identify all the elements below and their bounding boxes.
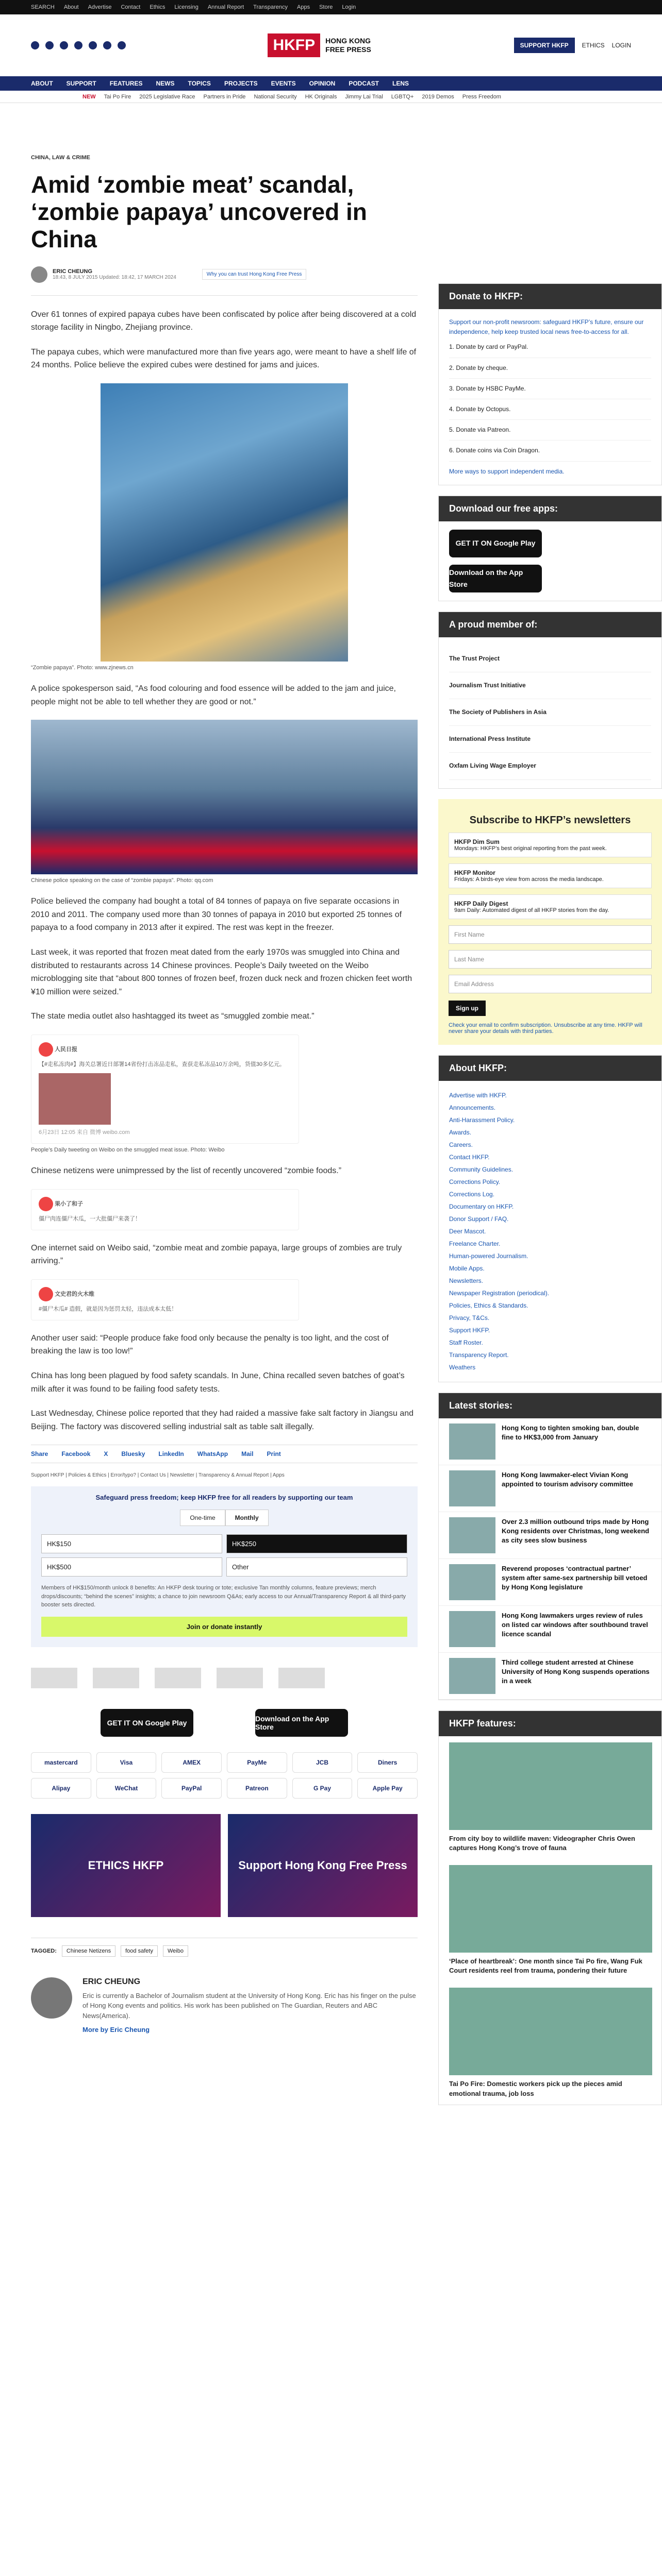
paragraph: Chinese netizens were unimpressed by the list of recently uncovered “zombie foods.” [31, 1166, 342, 1175]
instagram-icon[interactable] [60, 41, 68, 49]
trending-link[interactable]: Jimmy Lai Trial [345, 93, 383, 100]
weibo-thumbnail [39, 1073, 111, 1125]
author-box [31, 1977, 418, 2035]
share-link[interactable]: Print [267, 1450, 281, 1458]
top-utility-bar [0, 0, 662, 14]
newsletter-title: Subscribe to HKFP’s newsletters [469, 814, 631, 826]
story-title[interactable]: Third college student arrested at Chinese University of Hong Kong suspends operations in a week [502, 1658, 650, 1685]
tags [31, 1938, 418, 1957]
support-links[interactable]: Support HKFP | Policies & Ethics | Error/typo? | Contact Us | Newsletter | Transparency & Annual Report | Apps [31, 1472, 285, 1479]
payment-logo: JCB [292, 1752, 353, 1773]
about-link[interactable]: Transparency Report. [449, 1351, 509, 1359]
topbar-link[interactable]: Contact [121, 4, 141, 10]
donate-option[interactable]: 2. Donate by cheque. [449, 358, 651, 379]
weibo-avatar [39, 1197, 53, 1211]
trending-link[interactable]: 2019 Demos [422, 93, 454, 100]
topbar-link[interactable]: SEARCH [31, 4, 55, 10]
donate-box [438, 283, 662, 485]
donate-option[interactable]: 1. Donate by card or PayPal. [449, 337, 651, 358]
payment-logo: Patreon [227, 1778, 287, 1799]
donate-option[interactable]: 4. Donate by Octopus. [449, 399, 651, 420]
site-header [0, 14, 662, 76]
author-avatar[interactable] [31, 266, 47, 283]
donate-intro[interactable]: Support our non-profit newsroom: safeguard HKFP’s future, ensure our independence, help keep trusted local news free-to-access for all. [449, 318, 644, 336]
about-link[interactable]: Newspaper Registration (periodical). [449, 1289, 550, 1297]
about-link[interactable]: Corrections Log. [449, 1190, 495, 1198]
signup-button[interactable]: Sign up [449, 1001, 486, 1016]
weibo-user: 果小了和子 [55, 1200, 84, 1207]
about-link[interactable]: Weathers [449, 1363, 476, 1371]
telegram-icon[interactable] [103, 41, 111, 49]
new-badge: NEW [82, 93, 96, 100]
member-logo[interactable]: Oxfam Living Wage Employer [449, 753, 651, 779]
payment-logo: mastercard [31, 1752, 91, 1773]
newsletter-option[interactable] [449, 833, 652, 857]
image-caption: People’s Daily tweeting on Weibo on the smuggled meat issue. Photo: Weibo [31, 1146, 225, 1153]
google-play-button[interactable]: GET IT ON Google Play [449, 530, 542, 557]
linkedin-icon[interactable] [89, 41, 97, 49]
paragraph: Another user said: “People produce fake food only because the penalty is too light, and the cost of breaking the law is too low!” [31, 1333, 389, 1356]
about-link[interactable]: Anti-Harassment Policy. [449, 1116, 515, 1124]
payment-logo: Visa [96, 1752, 157, 1773]
story-item[interactable] [439, 1559, 661, 1606]
story-item[interactable] [439, 1465, 661, 1512]
member-logo[interactable]: The Trust Project [449, 646, 651, 672]
feature-item[interactable] [439, 1981, 661, 2104]
feature-title[interactable]: Tai Po Fire: Domestic workers pick up the pieces amid emotional trauma, job loss [449, 2080, 622, 2097]
login-link[interactable]: LOGIN [611, 42, 631, 49]
paragraph: Last week, it was reported that frozen meat dated from the early 1970s was smuggled into China and distributed to restaurants across 14 Chinese provinces. People’s Daily tweeted on the Weibo microblogging site that “about 800 tonnes of frozen beef, frozen duck neck and frozen chicken feet worth ¥10 million were seized.” [31, 948, 412, 996]
trending-link[interactable]: National Security [254, 93, 297, 100]
weibo-avatar [39, 1042, 53, 1057]
about-link[interactable]: Community Guidelines. [449, 1165, 514, 1173]
topbar-link[interactable]: Apps [297, 4, 310, 10]
about-link[interactable]: Corrections Policy. [449, 1178, 501, 1185]
feature-image[interactable] [449, 1742, 652, 1830]
topbar-link[interactable]: Login [342, 4, 356, 10]
share-link[interactable]: WhatsApp [197, 1450, 228, 1458]
share-bar [31, 1445, 418, 1463]
nav-item[interactable]: TOPICS [188, 80, 211, 87]
article-category[interactable]: CHINA, LAW & CRIME [31, 155, 90, 161]
weibo-embed[interactable] [31, 1035, 299, 1144]
logo-mark: HKFP [268, 33, 320, 57]
payment-logo: PayMe [227, 1752, 287, 1773]
paragraph: China has long been plagued by food safety scandals. In June, China recalled seven batches of goat’s milk after it was found to be failing food safety tests. [31, 1371, 405, 1394]
paragraph: The papaya cubes, which were manufactured more than five years ago, were meant to have a shelf life of 24 months. Police believe the expired cubes were destined for jams and juices. [31, 347, 417, 370]
story-thumbnail[interactable] [449, 1517, 495, 1553]
app-store-button[interactable]: Download on the App Store [255, 1709, 348, 1737]
about-link[interactable]: Freelance Charter. [449, 1240, 501, 1247]
feature-title[interactable]: From city boy to wildlife maven: Videographer Chris Owen captures Hong Kong’s trove of fauna [449, 1834, 635, 1852]
about-link[interactable]: Support HKFP. [449, 1326, 490, 1334]
nav-item[interactable]: SUPPORT [66, 80, 96, 87]
story-item[interactable] [439, 1606, 661, 1653]
newsletter-option[interactable] [449, 894, 652, 919]
paragraph: Police believed the company had bought a total of 84 tonnes of papaya on five separate occasions in 2010 and 2011. The company used more than 30 tonnes of papaya in 2010 but exported 25 tonnes of papaya to a food company in 2013 after it expired. The rest was kept in the freezer. [31, 897, 402, 933]
donate-widget [31, 1486, 418, 1647]
payment-logo: Diners [357, 1752, 418, 1773]
author-more-link[interactable]: More by Eric Cheung [82, 2026, 150, 2034]
about-link[interactable]: Awards. [449, 1128, 472, 1136]
x-icon[interactable] [45, 41, 54, 49]
about-link[interactable]: Contact HKFP. [449, 1153, 490, 1161]
story-title[interactable]: Hong Kong lawmakers urges review of rules on listed car windows after southbound travel licence scandal [502, 1611, 648, 1638]
newsletter-name: HKFP Dim Sum [454, 838, 500, 845]
weibo-text: #僵尸木瓜# 造假，就是因为惩罚太轻，违法成本太低！ [39, 1306, 177, 1312]
member-benefits: Members of HK$150/month unlock 8 benefits: An HKFP desk touring or tote; exclusive Tan monthly columns, feature previews; merch drops/discounts; “behind the scenes” insights; a chance to join newsroom Q&As; early access to our Annual/Transparency Report & all third-party booster sets directed. [41, 1585, 406, 1608]
weibo-embed[interactable] [31, 1279, 299, 1320]
newsletter-name: HKFP Daily Digest [454, 900, 508, 907]
about-link[interactable]: Privacy, T&Cs. [449, 1314, 490, 1321]
story-title[interactable]: Reverend proposes ‘contractual partner’ system after same-sex partnership bill vetoed by Hong Kong legislature [502, 1564, 648, 1591]
jti-logo[interactable] [93, 1668, 139, 1688]
email-input[interactable]: Email Address [449, 975, 652, 993]
share-link[interactable]: X [104, 1450, 108, 1458]
feature-title[interactable]: ‘Place of heartbreak’: One month since Tai Po fire, Wang Fuk Court residents reel from trauma, pondering their future [449, 1957, 642, 1975]
article-dates: 18:43, 8 JULY 2015 Updated: 18:42, 17 MARCH 2024 [53, 275, 176, 281]
tab-one-time[interactable]: One-time [180, 1510, 225, 1526]
paragraph: A police spokesperson said, “As food colouring and food essence will be added to the jam and juice, people might not be able to tell whether they are good or not.” [31, 684, 396, 706]
story-thumbnail[interactable] [449, 1564, 495, 1600]
nav-item[interactable]: EVENTS [271, 80, 296, 87]
newsletter-desc: Mondays: HKFP’s best original reporting from the past week. [454, 845, 607, 852]
join-button[interactable]: Join or donate instantly [41, 1617, 407, 1637]
trust-link[interactable]: Why you can trust Hong Kong Free Press [202, 269, 307, 280]
sidebar [438, 103, 662, 2105]
newsletter-box [438, 799, 662, 1045]
about-link[interactable]: Mobile Apps. [449, 1264, 485, 1272]
amount-option[interactable]: HK$150 [41, 1534, 222, 1553]
author-photo[interactable] [31, 1977, 72, 2019]
member-box [438, 612, 662, 789]
trending-link[interactable]: Partners in Pride [203, 93, 246, 100]
story-title[interactable]: Hong Kong lawmaker-elect Vivian Kong appointed to tourism advisory committee [502, 1470, 633, 1488]
topbar-link[interactable]: Ethics [150, 4, 166, 10]
paragraph: Last Wednesday, Chinese police reported that they had raided a massive fake salt factory in Jiangsu and Beijing. The factory was discovered selling industrial salt as table salt illegally. [31, 1409, 414, 1431]
story-item[interactable] [439, 1653, 661, 1700]
facebook-icon[interactable] [31, 41, 39, 49]
trending-link[interactable]: HK Originals [305, 93, 337, 100]
tab-monthly[interactable]: Monthly [225, 1510, 269, 1526]
about-link[interactable]: Advertise with HKFP. [449, 1091, 507, 1099]
weibo-text: 僵尸肉连僵尸木瓜，一大批僵尸来袭了！ [39, 1215, 141, 1222]
main-nav [0, 76, 662, 91]
about-link[interactable]: Careers. [449, 1141, 473, 1148]
image-caption: Chinese police speaking on the case of “zombie papaya”. Photo: qq.com [31, 877, 213, 884]
payment-logo: AMEX [161, 1752, 222, 1773]
about-box [438, 1055, 662, 1382]
topbar-link[interactable]: Store [319, 4, 333, 10]
about-link[interactable]: Donor Support / FAQ. [449, 1215, 509, 1223]
apps-title: Download our free apps: [439, 496, 661, 521]
latest-box [438, 1393, 662, 1700]
ipi-logo[interactable] [217, 1668, 263, 1688]
weibo-embed[interactable] [31, 1189, 299, 1230]
oxfam-logo[interactable] [278, 1668, 325, 1688]
about-link[interactable]: Staff Roster. [449, 1338, 483, 1346]
weibo-meta: 6月23日 12:05 来自 微博 weibo.com [39, 1129, 130, 1136]
tag[interactable]: food safety [121, 1945, 158, 1957]
support-hkfp-button[interactable]: SUPPORT HKFP [514, 38, 575, 53]
amount-option[interactable]: Other [226, 1557, 407, 1577]
donate-option[interactable]: 3. Donate by HSBC PayMe. [449, 379, 651, 399]
payment-logo: WeChat [96, 1778, 157, 1799]
donate-more-link[interactable]: More ways to support independent media. [449, 467, 565, 475]
app-store-button[interactable]: Download on the App Store [449, 565, 542, 592]
nav-item[interactable]: FEATURES [109, 80, 143, 87]
topbar-link[interactable]: About [63, 4, 79, 10]
story-title[interactable]: Hong Kong to tighten smoking ban, double fine to HK$3,000 from January [502, 1423, 639, 1441]
last-name-input[interactable]: Last Name [449, 950, 652, 969]
paragraph: Over 61 tonnes of expired papaya cubes have been confiscated by police after being discovered at a cold storage facility in Ningbo, Zhejiang province. [31, 310, 417, 332]
trending-nav [0, 91, 662, 103]
donate-option[interactable]: 5. Donate via Patreon. [449, 420, 651, 440]
payment-logo: Alipay [31, 1778, 91, 1799]
story-item[interactable] [439, 1512, 661, 1559]
partner-logos [31, 1668, 418, 1688]
author-name[interactable]: ERIC CHEUNG [53, 268, 93, 275]
about-title: About HKFP: [439, 1056, 661, 1081]
weibo-user: 文史君的火木维 [55, 1291, 95, 1297]
newsletter-option[interactable] [449, 863, 652, 888]
nav-item[interactable]: PROJECTS [224, 80, 258, 87]
article-column [31, 103, 418, 2105]
newsletter-desc: 9am Daily: Automated digest of all HKFP stories from the day. [454, 907, 609, 913]
divider [31, 295, 418, 296]
feature-item[interactable] [439, 1859, 661, 1981]
support-banner[interactable]: Support Hong Kong Free Press [228, 1814, 418, 1917]
author-box-name[interactable]: ERIC CHEUNG [82, 1977, 141, 1986]
nav-item[interactable]: PODCAST [349, 80, 379, 87]
app-store-row [31, 1709, 418, 1737]
donate-option[interactable]: 6. Donate coins via Coin Dragon. [449, 440, 651, 461]
weibo-user: 人民日报 [55, 1046, 78, 1053]
byline [31, 266, 418, 283]
site-logo[interactable] [268, 33, 372, 57]
image-caption: “Zombie papaya”. Photo: www.zjnews.cn [31, 665, 134, 671]
story-thumbnail[interactable] [449, 1611, 495, 1647]
promo-banners [31, 1814, 418, 1917]
first-name-input[interactable]: First Name [449, 925, 652, 944]
share-link[interactable]: Mail [241, 1450, 254, 1458]
apps-box [438, 496, 662, 601]
trending-link[interactable]: Tai Po Fire [104, 93, 131, 100]
newsletter-note: Check your email to confirm subscription. Unsubscribe at any time. HKFP will never share your details with third parties. [449, 1022, 642, 1035]
member-logo[interactable]: The Society of Publishers in Asia [449, 699, 651, 726]
features-title: HKFP features: [439, 1711, 661, 1736]
youtube-icon[interactable] [74, 41, 82, 49]
tag[interactable]: Weibo [163, 1945, 188, 1957]
share-link[interactable]: Bluesky [121, 1450, 145, 1458]
feature-item[interactable] [439, 1736, 661, 1859]
story-title[interactable]: Over 2.3 million outbound trips made by Hong Kong residents over Christmas, long weekend as city sees slow business [502, 1517, 650, 1544]
about-link[interactable]: Deer Mascot. [449, 1227, 486, 1235]
member-title: A proud member of: [439, 612, 661, 637]
topbar-link[interactable]: Transparency [253, 4, 288, 10]
share-link[interactable]: Facebook [61, 1450, 91, 1458]
newsletter-desc: Fridays: A birds-eye view from across the media landscape. [454, 876, 604, 883]
about-link[interactable]: Human-powered Journalism. [449, 1252, 528, 1260]
about-link[interactable]: Announcements. [449, 1104, 496, 1111]
amount-option-selected[interactable]: HK$250 [226, 1534, 407, 1553]
ethics-banner[interactable]: ETHICS HKFP [31, 1814, 221, 1917]
story-item[interactable] [439, 1418, 661, 1465]
tags-label: TAGGED: [31, 1947, 57, 1954]
about-link[interactable]: Newsletters. [449, 1277, 484, 1284]
tag[interactable]: Chinese Netizens [62, 1945, 115, 1957]
member-logo[interactable]: Journalism Trust Initiative [449, 672, 651, 699]
trust-project-logo[interactable] [31, 1668, 77, 1688]
feature-image[interactable] [449, 1988, 652, 2075]
trending-link[interactable]: 2025 Legislative Race [139, 93, 195, 100]
article-title: Amid ‘zombie meat’ scandal, ‘zombie papaya’ uncovered in China [31, 171, 367, 252]
nav-item[interactable]: LENS [392, 80, 409, 87]
author-bio: Eric is currently a Bachelor of Journalism student at the University of Hong Kong. Eric has his finger on the pulse of Hong Kong events and politics. His work has been published on The Guardian, Reuters and ABC News(America). [82, 1991, 416, 2020]
feature-image[interactable] [449, 1865, 652, 1953]
about-link[interactable]: Policies, Ethics & Standards. [449, 1301, 528, 1309]
payment-methods [31, 1752, 418, 1799]
topbar-link[interactable]: Advertise [88, 4, 112, 10]
member-logo[interactable]: International Press Institute [449, 726, 651, 753]
ethics-link[interactable]: ETHICS [582, 42, 605, 49]
latest-title: Latest stories: [439, 1393, 661, 1418]
share-link[interactable]: LinkedIn [158, 1450, 184, 1458]
story-thumbnail[interactable] [449, 1470, 495, 1506]
donate-tabs [41, 1510, 407, 1526]
payment-logo: Apple Pay [357, 1778, 418, 1799]
header-actions [514, 38, 631, 53]
weibo-avatar [39, 1287, 53, 1301]
donate-amounts [41, 1534, 407, 1577]
amount-option[interactable]: HK$500 [41, 1557, 222, 1577]
newsletter-name: HKFP Monitor [454, 869, 495, 876]
features-box [438, 1710, 662, 2105]
topbar-link[interactable]: Licensing [174, 4, 198, 10]
paragraph: One internet said on Weibo said, “zombie meat and zombie papaya, large groups of zombies are truly arriving.” [31, 1243, 402, 1266]
trending-link[interactable]: LGBTQ+ [391, 93, 414, 100]
topbar-link[interactable]: Annual Report [207, 4, 244, 10]
weibo-text: 【#走私冻肉#】海关总署近日部署14省份打击冻品走私，查获走私冻品10万余吨，货值30多亿元。 [39, 1061, 285, 1067]
story-thumbnail[interactable] [449, 1658, 495, 1694]
about-link[interactable]: Documentary on HKFP. [449, 1202, 514, 1210]
share-link[interactable]: Share [31, 1450, 48, 1458]
payment-logo: PayPal [161, 1778, 222, 1799]
story-thumbnail[interactable] [449, 1423, 495, 1460]
nav-item[interactable]: ABOUT [31, 80, 53, 87]
papaya-photo [101, 383, 348, 662]
social-icons [31, 41, 126, 49]
google-play-button[interactable]: GET IT ON Google Play [101, 1709, 193, 1737]
trending-link[interactable]: Press Freedom [462, 93, 501, 100]
nav-item[interactable]: OPINION [309, 80, 336, 87]
paragraph: The state media outlet also hashtagged its tweet as “smuggled zombie meat.” [31, 1012, 315, 1021]
police-photo [31, 720, 418, 874]
logo-text: HONG KONG FREE PRESS [325, 37, 371, 54]
payment-logo: G Pay [292, 1778, 353, 1799]
sopa-logo[interactable] [155, 1668, 201, 1688]
nav-item[interactable]: NEWS [156, 80, 175, 87]
mastodon-icon[interactable] [118, 41, 126, 49]
donate-title: Donate to HKFP: [439, 284, 661, 309]
donate-heading: Safeguard press freedom; keep HKFP free for all readers by supporting our team [95, 1494, 353, 1502]
